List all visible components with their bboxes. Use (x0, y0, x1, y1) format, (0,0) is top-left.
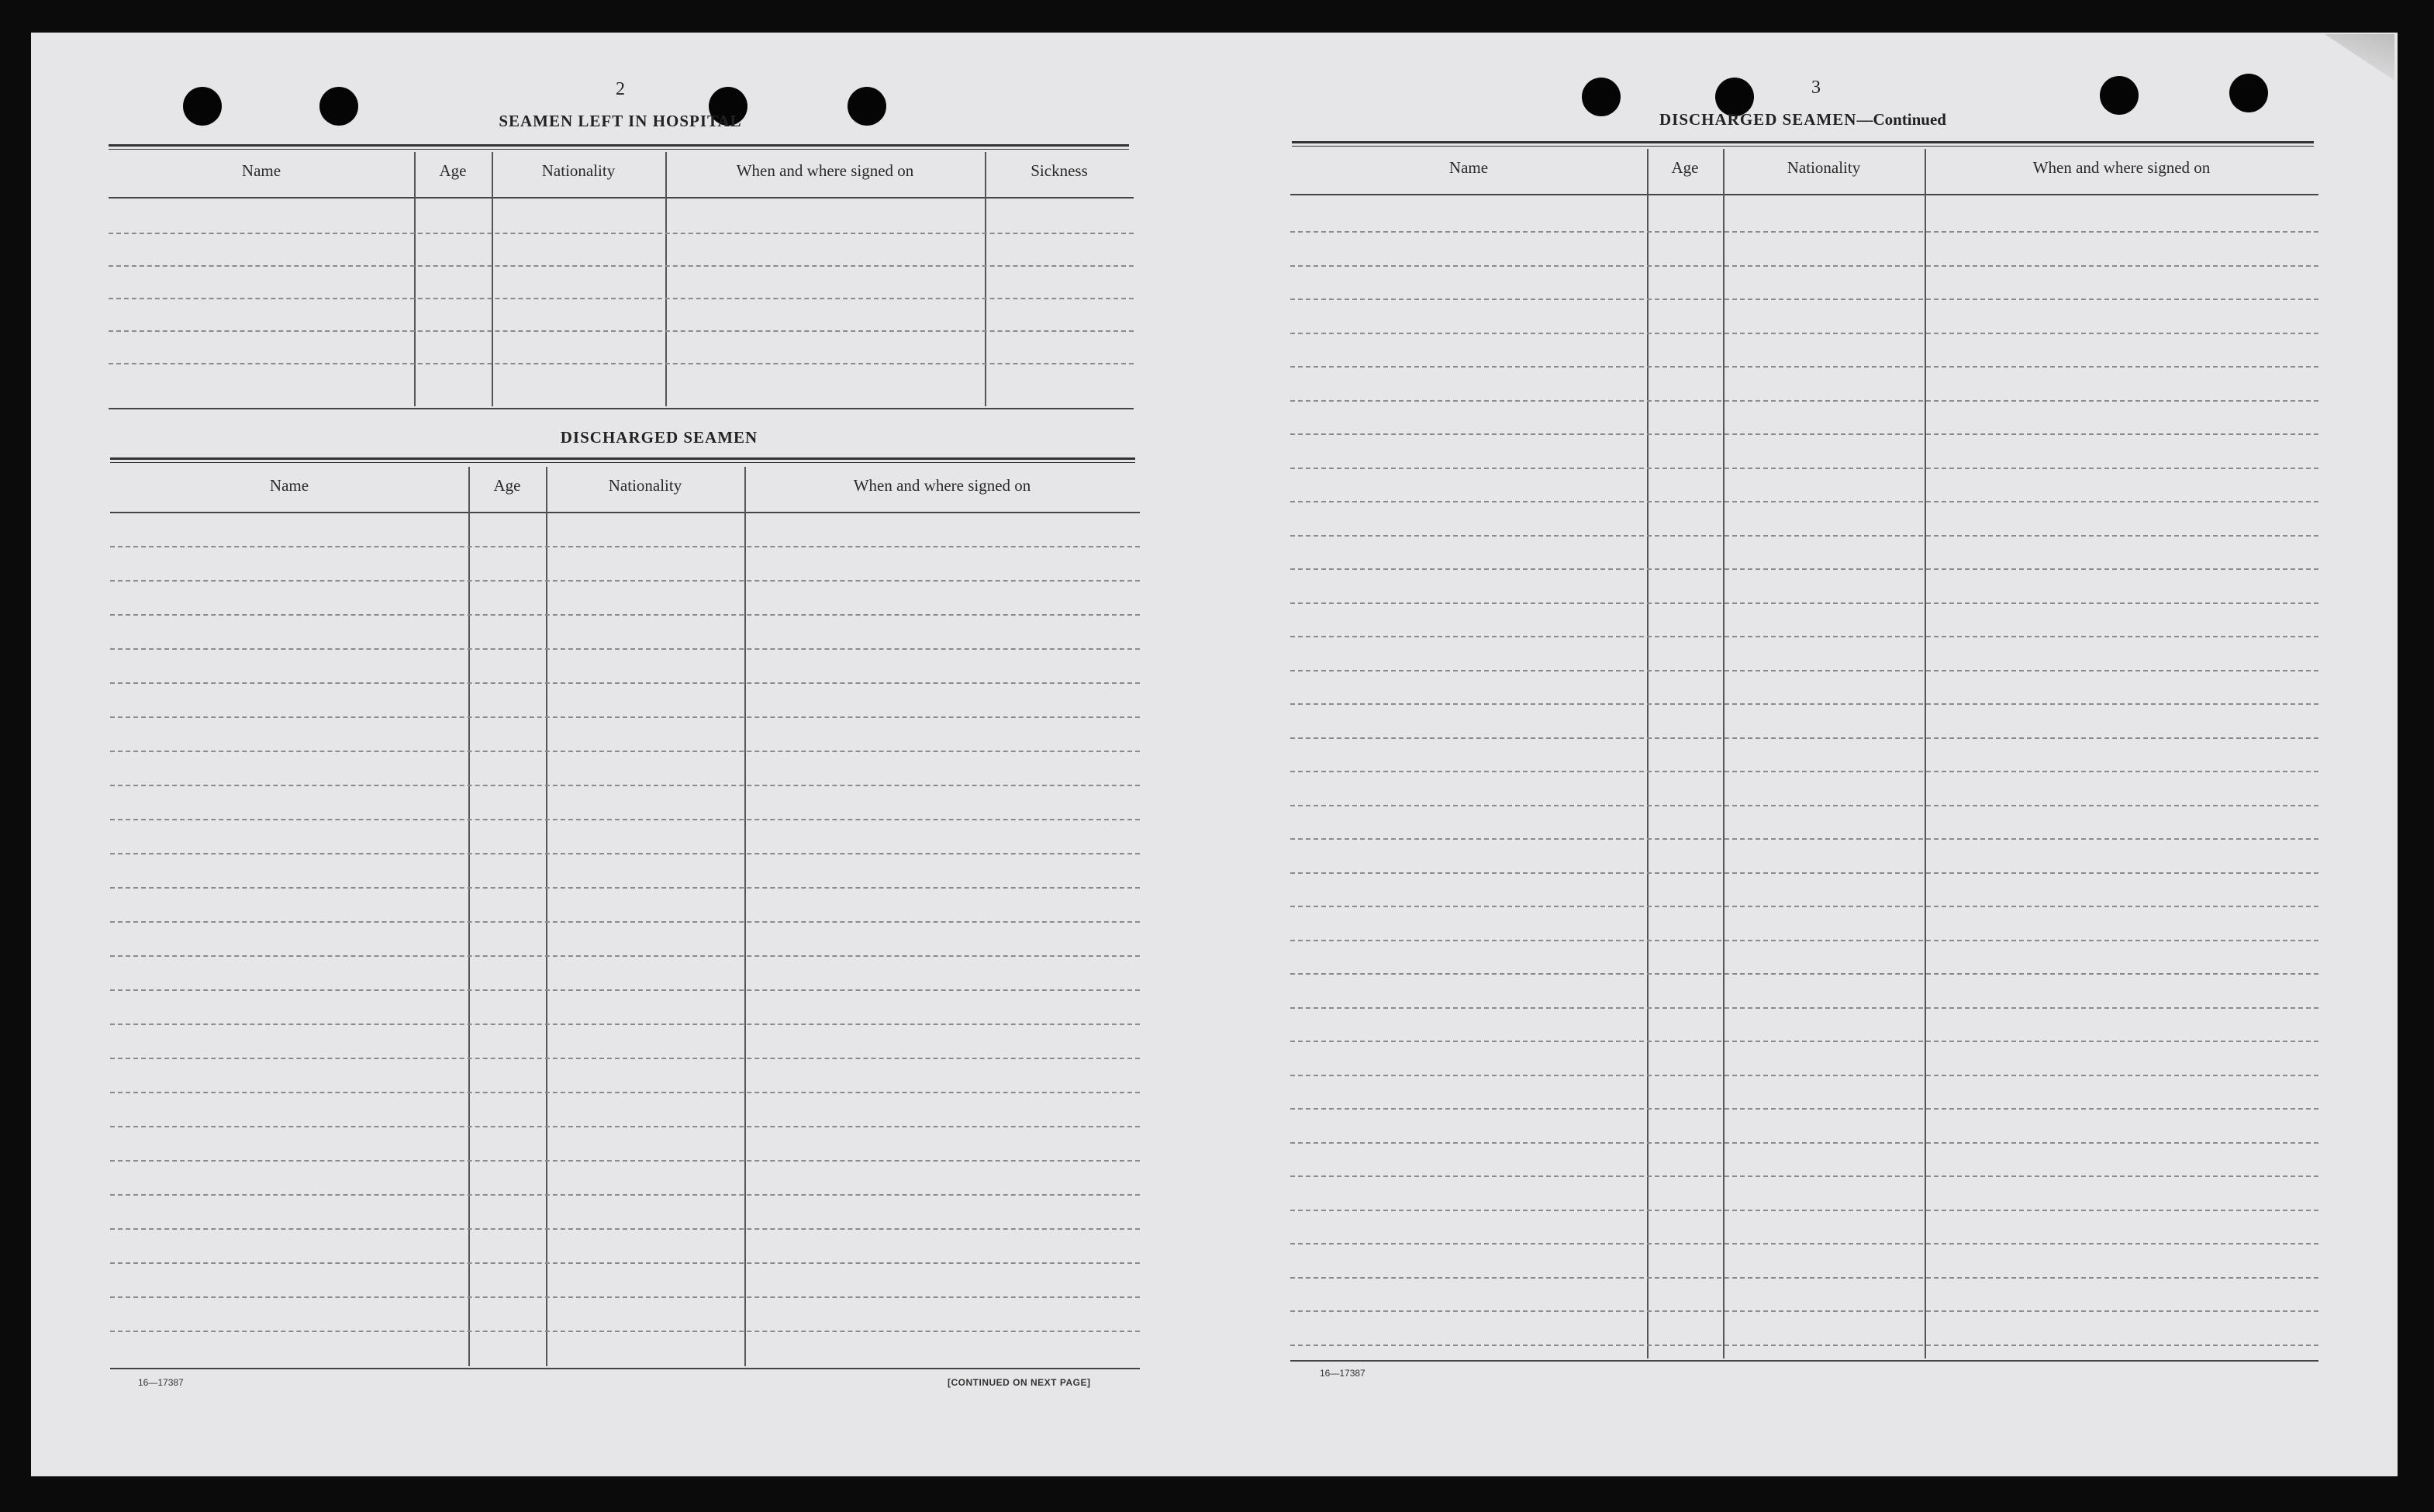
table-row (1290, 737, 2318, 739)
table-row (110, 580, 1140, 582)
table-row (1290, 906, 2318, 907)
paper-sheet (31, 33, 2398, 1476)
column-header: Nationality (608, 476, 682, 495)
table-row (1290, 703, 2318, 705)
column-header: Age (439, 161, 467, 180)
column-divider (1723, 149, 1725, 1358)
table-row (109, 233, 1134, 234)
table-row (110, 1058, 1140, 1059)
table-row (1290, 568, 2318, 570)
table-row (110, 1024, 1140, 1025)
column-divider (985, 152, 986, 406)
table-row (110, 614, 1140, 616)
table-row (110, 682, 1140, 684)
table-row (110, 1092, 1140, 1093)
table-row (110, 819, 1140, 820)
table-row (110, 955, 1140, 957)
table-row (1290, 1142, 2318, 1144)
discharged-continued-title (1570, 110, 2035, 129)
table-row (110, 751, 1140, 752)
table-row (1290, 1345, 2318, 1346)
table-row (1290, 1007, 2318, 1009)
bottom-rule (110, 1368, 1140, 1369)
column-header: Name (1448, 158, 1489, 177)
header-rule (110, 512, 1140, 513)
table-row (1290, 940, 2318, 941)
column-header: Nationality (1787, 158, 1861, 177)
page-number: 2 (616, 79, 625, 99)
table-row (1290, 636, 2318, 637)
punch-hole (2100, 76, 2139, 115)
table-row (1290, 501, 2318, 502)
table-row (1290, 838, 2318, 840)
punch-hole (183, 87, 222, 126)
table-row (1290, 1175, 2318, 1177)
bottom-rule (1290, 1360, 2318, 1362)
table-row (110, 989, 1140, 991)
header-rule (109, 197, 1134, 198)
table-row (1290, 1210, 2318, 1211)
table-row (1290, 400, 2318, 402)
table-row (110, 1331, 1140, 1332)
table-row (1290, 1108, 2318, 1110)
table-row (110, 1194, 1140, 1196)
table-row (1290, 299, 2318, 300)
discharged-section-title: DISCHARGED SEAMEN (560, 428, 758, 447)
table-row (110, 1126, 1140, 1127)
continued-title-rule (1292, 141, 2314, 147)
column-header: Age (1671, 158, 1699, 177)
table-row (110, 921, 1140, 923)
table-row (1290, 771, 2318, 772)
column-header: When and where signed on (2032, 158, 2211, 177)
column-divider (665, 152, 667, 406)
column-divider (414, 152, 416, 406)
bottom-rule (109, 408, 1134, 409)
table-row (1290, 535, 2318, 537)
column-header: Sickness (1031, 161, 1088, 180)
column-divider (1647, 149, 1649, 1358)
table-row (110, 546, 1140, 547)
header-rule (1290, 194, 2318, 195)
table-row (109, 363, 1134, 364)
table-row (109, 265, 1134, 267)
column-divider (492, 152, 493, 406)
table-row (110, 716, 1140, 718)
column-divider (546, 467, 547, 1366)
table-row (1290, 265, 2318, 267)
title-main: DISCHARGED SEAMEN (1659, 110, 1857, 129)
column-header: Name (269, 476, 309, 495)
table-row (110, 785, 1140, 786)
form-number: 16—17387 (1320, 1368, 1365, 1379)
punch-hole (2229, 74, 2268, 112)
table-row (110, 1296, 1140, 1298)
table-row (110, 1160, 1140, 1162)
form-number: 16—17387 (138, 1377, 184, 1388)
table-row (110, 648, 1140, 650)
column-header: When and where signed on (853, 476, 1031, 495)
title-suffix: —Continued (1856, 110, 1946, 129)
table-row (1290, 973, 2318, 975)
column-divider (468, 467, 470, 1366)
table-row (1290, 433, 2318, 435)
column-header: Name (241, 161, 281, 180)
column-header: When and where signed on (736, 161, 914, 180)
table-row (1290, 1075, 2318, 1076)
column-header: Age (493, 476, 521, 495)
column-header: Nationality (541, 161, 616, 180)
table-row (1290, 805, 2318, 806)
table-row (1290, 1277, 2318, 1279)
table-row (1290, 1243, 2318, 1244)
table-row (1290, 231, 2318, 233)
punch-hole (848, 87, 886, 126)
continued-note: [CONTINUED ON NEXT PAGE] (948, 1377, 1091, 1388)
table-row (110, 1262, 1140, 1264)
table-row (1290, 366, 2318, 368)
discharged-title-rule (110, 457, 1135, 463)
table-row (109, 330, 1134, 332)
hospital-section-title: SEAMEN LEFT IN HOSPITAL (499, 112, 742, 130)
table-row (110, 853, 1140, 854)
hospital-title-rule (109, 144, 1129, 150)
table-row (109, 298, 1134, 299)
table-row (1290, 1310, 2318, 1312)
table-row (1290, 333, 2318, 334)
table-row (110, 887, 1140, 889)
table-row (1290, 670, 2318, 671)
column-divider (1925, 149, 1926, 1358)
table-row (1290, 602, 2318, 604)
punch-hole (319, 87, 358, 126)
table-row (1290, 468, 2318, 469)
table-row (1290, 1041, 2318, 1042)
table-row (1290, 872, 2318, 874)
column-divider (744, 467, 746, 1366)
table-row (110, 1228, 1140, 1230)
page-number: 3 (1811, 78, 1821, 98)
